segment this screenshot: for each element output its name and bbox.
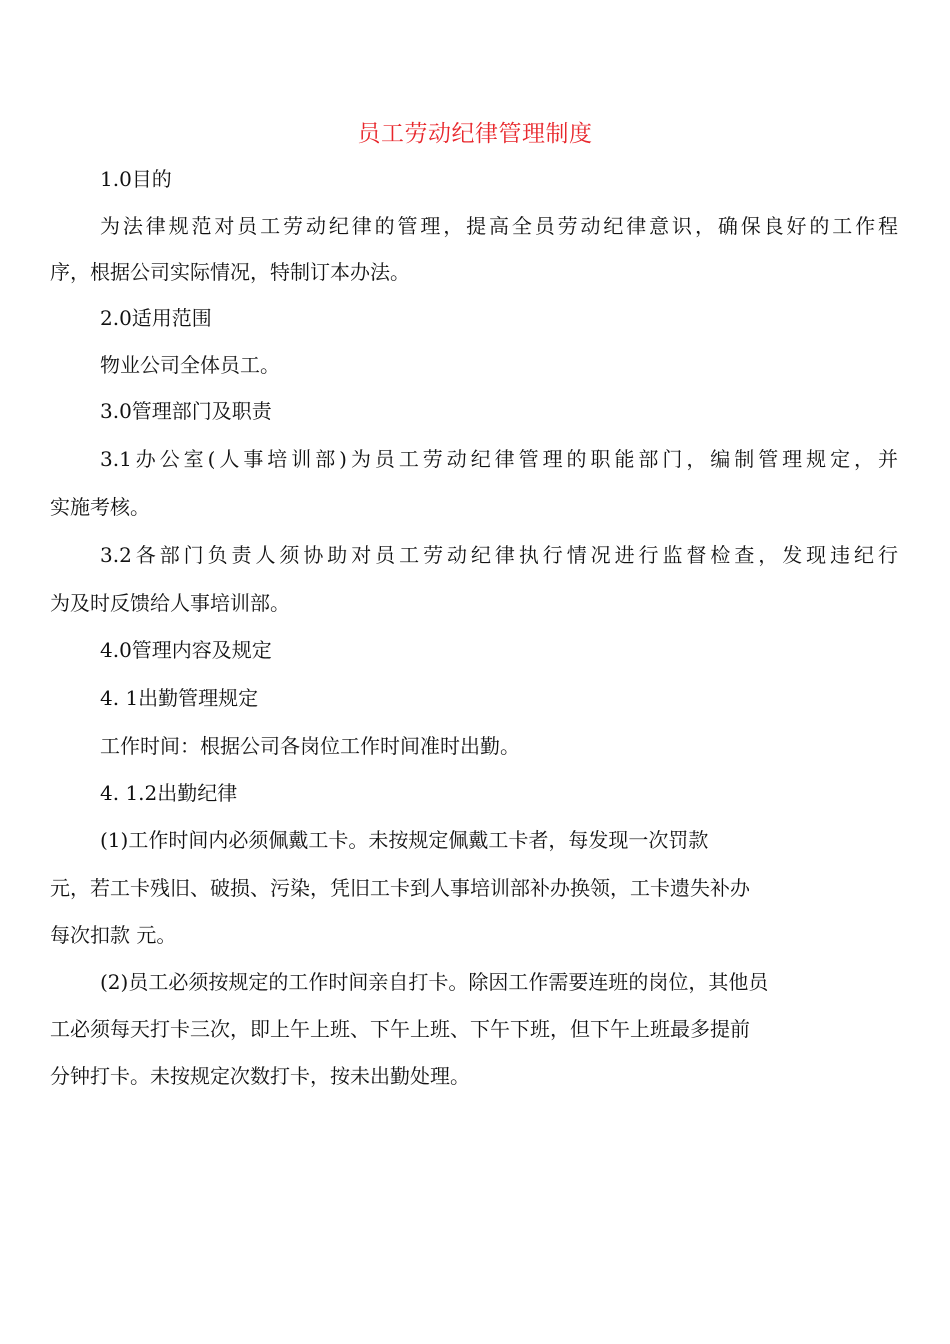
paragraph-line: 为法律规范对员工劳动纪律的管理，提高全员劳动纪律意识，确保良好的工作程 — [100, 214, 898, 238]
paragraph-line: 物业公司全体员工。 — [100, 353, 280, 377]
section-heading: 2.0适用范围 — [100, 306, 212, 330]
subsection-heading: 4. 1.2出勤纪律 — [100, 781, 238, 805]
section-heading: 3.0管理部门及职责 — [100, 399, 272, 423]
paragraph-line: 3.2各部门负责人须协助对员工劳动纪律执行情况进行监督检查，发现违纪行 — [100, 543, 898, 567]
section-heading: 1.0目的 — [100, 167, 172, 191]
paragraph-line: 元，若工卡残旧、破损、污染，凭旧工卡到人事培训部补办换领，工卡遗失补办 — [50, 876, 750, 900]
paragraph-line: (1)工作时间内必须佩戴工卡。未按规定佩戴工卡者，每发现一次罚款 — [100, 828, 709, 852]
paragraph-line: 工必须每天打卡三次，即上午上班、下午上班、下午下班，但下午上班最多提前 — [50, 1017, 750, 1041]
paragraph-line: (2)员工必须按规定的工作时间亲自打卡。除因工作需要连班的岗位，其他员 — [100, 970, 769, 994]
paragraph-line: 3.1办公室(人事培训部)为员工劳动纪律管理的职能部门，编制管理规定，并 — [100, 447, 898, 471]
paragraph-line: 每次扣款 元。 — [50, 923, 177, 947]
section-heading: 4.0管理内容及规定 — [100, 638, 272, 662]
paragraph-line: 工作时间：根据公司各岗位工作时间准时出勤。 — [100, 734, 520, 758]
paragraph-line: 为及时反馈给人事培训部。 — [50, 591, 290, 615]
document-title: 员工劳动纪律管理制度 — [357, 121, 593, 147]
subsection-heading: 4. 1出勤管理规定 — [100, 686, 259, 710]
paragraph-line: 分钟打卡。未按规定次数打卡，按未出勤处理。 — [50, 1064, 470, 1088]
paragraph-line: 序，根据公司实际情况，特制订本办法。 — [50, 260, 410, 284]
paragraph-line: 实施考核。 — [50, 495, 150, 519]
